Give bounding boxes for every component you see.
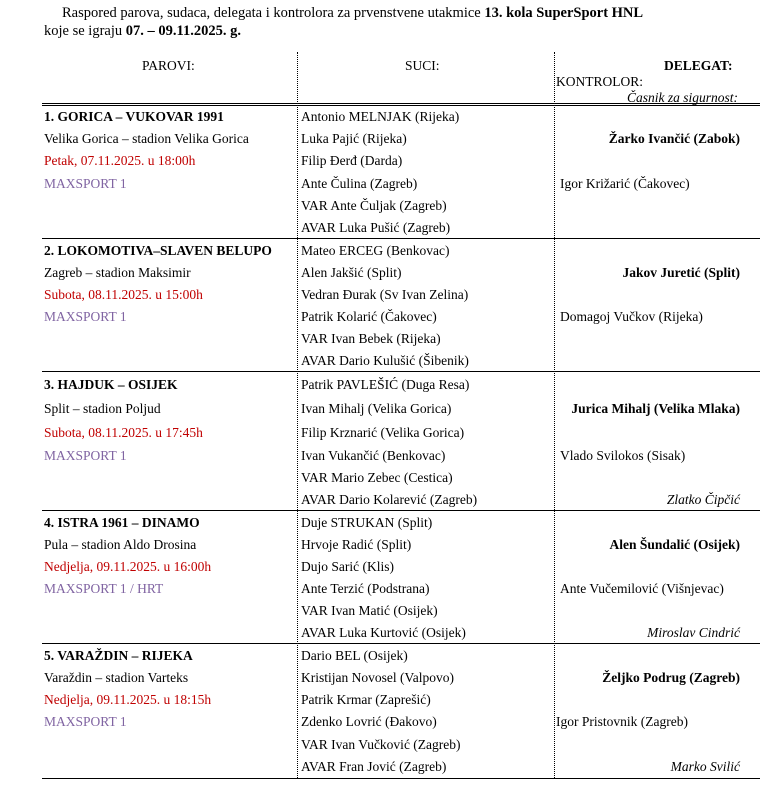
referee-assistant-2: Filip Krznarić (Velika Gorica) — [301, 425, 465, 440]
referee-var: VAR Ivan Vučković (Zagreb) — [301, 737, 461, 752]
match-tv: MAXSPORT 1 — [44, 714, 127, 729]
header-line-2 — [44, 23, 241, 40]
referee-main: Mateo ERCEG (Benkovac) — [301, 243, 450, 258]
referee-var: VAR Ante Čuljak (Zagreb) — [301, 198, 447, 213]
referee-assistant-1: Kristijan Novosel (Valpovo) — [301, 670, 454, 685]
referee-assistant-1: Luka Pajić (Rijeka) — [301, 131, 407, 146]
match-controller: Igor Križarić (Čakovec) — [560, 176, 690, 191]
referee-fourth: Zdenko Lovrić (Đakovo) — [301, 714, 437, 729]
match-title: 4. ISTRA 1961 – DINAMO — [44, 515, 200, 530]
match-controller: Vlado Svilokos (Sisak) — [560, 448, 686, 463]
referee-var: VAR Mario Zebec (Cestica) — [301, 470, 453, 485]
column-header-casnik: Časnik za sigurnost: — [626, 90, 738, 105]
referee-main: Duje STRUKAN (Split) — [301, 515, 433, 530]
referee-avar: AVAR Luka Pušić (Zagreb) — [301, 220, 451, 235]
match-delegate: Željko Podrug (Zagreb) — [602, 670, 740, 685]
header-rule — [42, 103, 760, 106]
referee-var: VAR Ivan Bebek (Rijeka) — [301, 331, 441, 346]
match-venue: Pula – stadion Aldo Drosina — [44, 537, 197, 552]
match-security-officer: Zlatko Čipčić — [666, 492, 740, 507]
row-divider — [42, 510, 760, 511]
match-controller: Igor Pristovnik (Zagreb) — [556, 714, 688, 729]
column-header-parovi: PAROVI: — [142, 58, 195, 73]
row-divider — [42, 371, 760, 372]
match-venue: Varaždin – stadion Varteks — [44, 670, 189, 685]
match-controller: Domagoj Vučkov (Rijeka) — [560, 309, 703, 324]
referee-assistant-2: Vedran Đurak (Sv Ivan Zelina) — [301, 287, 469, 302]
referee-assistant-2: Dujo Sarić (Klis) — [301, 559, 394, 574]
referee-assistant-2: Filip Đerđ (Darda) — [301, 153, 403, 168]
referee-assistant-2: Patrik Krmar (Zaprešić) — [301, 692, 431, 707]
header-date-range: 07. – 09.11.2025. g. — [125, 23, 241, 39]
referee-main: Dario BEL (Osijek) — [301, 648, 408, 663]
match-venue: Velika Gorica – stadion Velika Gorica — [44, 131, 249, 146]
header-round-title: 13. kola SuperSport HNL — [484, 5, 644, 21]
referee-assistant-1: Alen Jakšić (Split) — [301, 265, 402, 280]
referee-fourth: Ante Čulina (Zagreb) — [301, 176, 418, 191]
match-controller: Ante Vučemilović (Višnjevac) — [560, 581, 724, 596]
referee-assistant-1: Hrvoje Radić (Split) — [301, 537, 412, 552]
match-title: 2. LOKOMOTIVA–SLAVEN BELUPO — [44, 243, 272, 258]
header-line-1-text: Raspored parova, sudaca, delegata i kontrolora za prvenstvene utakmice — [62, 5, 485, 21]
column-divider-1 — [297, 52, 298, 778]
referee-assistant-1: Ivan Mihalj (Velika Gorica) — [301, 401, 452, 416]
referee-avar: AVAR Luka Kurtović (Osijek) — [301, 625, 466, 640]
match-tv: MAXSPORT 1 / HRT — [44, 581, 164, 596]
match-delegate: Žarko Ivančić (Zabok) — [608, 131, 740, 146]
match-title: 3. HAJDUK – OSIJEK — [44, 377, 178, 392]
header-line-2-text: koje se igraju — [44, 23, 126, 39]
match-title: 1. GORICA – VUKOVAR 1991 — [44, 109, 224, 124]
referee-fourth: Ivan Vukančić (Benkovac) — [301, 448, 446, 463]
header-line-1 — [62, 5, 643, 22]
match-security-officer: Miroslav Cindrić — [647, 625, 740, 640]
row-divider — [42, 238, 760, 239]
match-title: 5. VARAŽDIN – RIJEKA — [44, 648, 193, 663]
match-tv: MAXSPORT 1 — [44, 309, 127, 324]
row-divider — [42, 643, 760, 644]
match-datetime: Petak, 07.11.2025. u 18:00h — [44, 153, 196, 168]
referee-avar: AVAR Fran Jović (Zagreb) — [301, 759, 447, 774]
table-bottom-rule — [42, 778, 760, 779]
match-datetime: Nedjelja, 09.11.2025. u 16:00h — [44, 559, 212, 574]
referee-var: VAR Ivan Matić (Osijek) — [301, 603, 438, 618]
referee-main: Patrik PAVLEŠIĆ (Duga Resa) — [301, 377, 470, 392]
referee-avar: AVAR Dario Kulušić (Šibenik) — [301, 353, 469, 368]
referee-fourth: Ante Terzić (Podstrana) — [301, 581, 430, 596]
match-delegate: Alen Šundalić (Osijek) — [609, 537, 740, 552]
match-delegate: Jurica Mihalj (Velika Mlaka) — [571, 401, 740, 416]
column-header-suci: SUCI: — [405, 58, 440, 73]
referee-main: Antonio MELNJAK (Rijeka) — [301, 109, 460, 124]
match-security-officer: Marko Svilić — [670, 759, 740, 774]
column-header-kontrolor: KONTROLOR: — [556, 74, 643, 89]
match-venue: Zagreb – stadion Maksimir — [44, 265, 191, 280]
match-datetime: Nedjelja, 09.11.2025. u 18:15h — [44, 692, 212, 707]
referee-avar: AVAR Dario Kolarević (Zagreb) — [301, 492, 478, 507]
match-datetime: Subota, 08.11.2025. u 17:45h — [44, 425, 203, 440]
column-divider-2 — [554, 52, 555, 778]
match-delegate: Jakov Juretić (Split) — [622, 265, 740, 280]
match-venue: Split – stadion Poljud — [44, 401, 161, 416]
referee-fourth: Patrik Kolarić (Čakovec) — [301, 309, 437, 324]
column-header-delegat: DELEGAT: — [664, 58, 733, 73]
match-datetime: Subota, 08.11.2025. u 15:00h — [44, 287, 203, 302]
match-tv: MAXSPORT 1 — [44, 448, 127, 463]
match-tv: MAXSPORT 1 — [44, 176, 127, 191]
